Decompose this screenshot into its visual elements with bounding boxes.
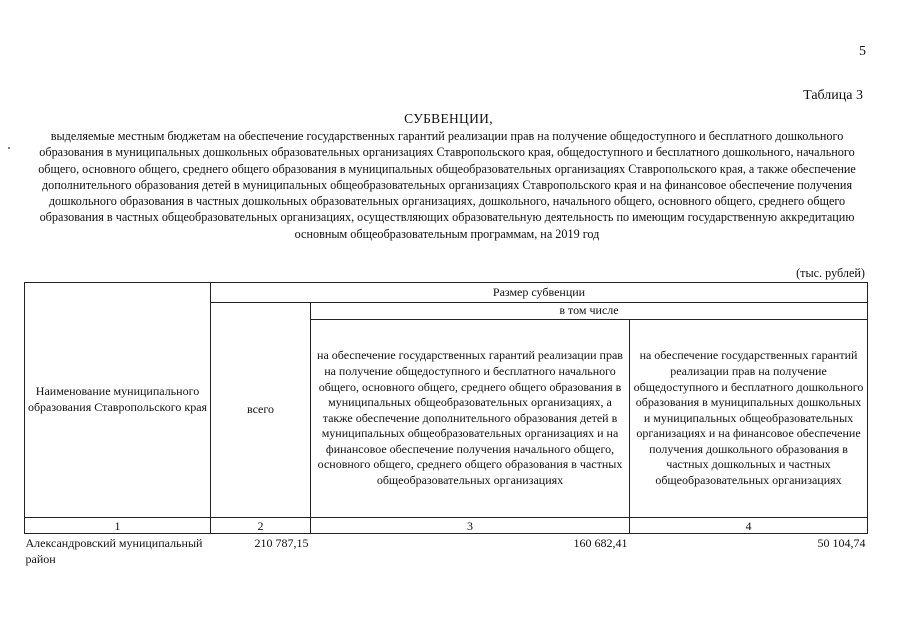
row-municipality-name: Александровский муниципальный район (25, 536, 203, 566)
header-preschool-education: на обеспечение государственных гарантий реализации прав на получение общедоступного и бесплатного дошкольного образования в муниципальных дошкольных и муниципальных общеобразовательных организациях и на финансовое обеспечение получения дошкольного образования в частных дошкольных и частных общеобразовательных организациях (630, 320, 868, 518)
column-number: 2 (211, 518, 311, 534)
header-including: в том числе (311, 303, 868, 320)
document-title: СУБВЕНЦИИ, (404, 111, 493, 126)
row-preschool-education: 50 104,74 (817, 536, 866, 550)
column-number: 1 (25, 518, 211, 534)
table-label: Таблица 3 (803, 88, 863, 103)
units-label: (тыс. рублей) (796, 266, 865, 280)
table-row (25, 534, 868, 573)
column-number: 3 (311, 518, 630, 534)
header-general-education: на обеспечение государственных гарантий реализации прав на получение общедоступного и бесплатного начального общего, основного общего, среднего общего образования в муниципальных общеобразовательных организациях, а также обеспечение дополнительного образования детей в муниципальных общеобразовательных организациях и на финансовое обеспечение получения начального общего, основного общего, среднего общего образования в частных общеобразовательных организациях (311, 320, 630, 518)
header-municipality-name: Наименование муниципального образования Ставропольского края (25, 283, 211, 518)
header-total: всего (211, 303, 311, 518)
header-subvention-size: Размер субвенции (211, 283, 868, 303)
row-general-education: 160 682,41 (573, 536, 628, 550)
page-number: 5 (859, 44, 866, 59)
row-total: 210 787,15 (254, 536, 309, 550)
subventions-table (24, 282, 868, 572)
column-number: 4 (630, 518, 868, 534)
document-subtitle: выделяемые местным бюджетам на обеспечение государственных гарантий реализации прав на получение общедоступного и бесплатного дошкольного образования в муниципальных дошкольных образовательных организациях Ставропольского края, общедоступного и бесплатного дошкольного, начального общего, основного общего, среднего общего образования в муниципальных общеобразовательных организациях Ставропольского края, а также обеспечение дополнительного образования детей в муниципальных общеобразовательных организациях Ставропольского края и на финансовое обеспечение получения дошкольного образования в частных дошкольных образовательных организациях, дошкольного, начального общего, основного общего, среднего общего образования в частных общеобразовательных организациях, осуществляющих образовательную деятельность по имеющим государственную аккредитацию основным общеобразовательным программам, на 2019 год (38, 129, 856, 241)
scan-speck (8, 147, 10, 149)
